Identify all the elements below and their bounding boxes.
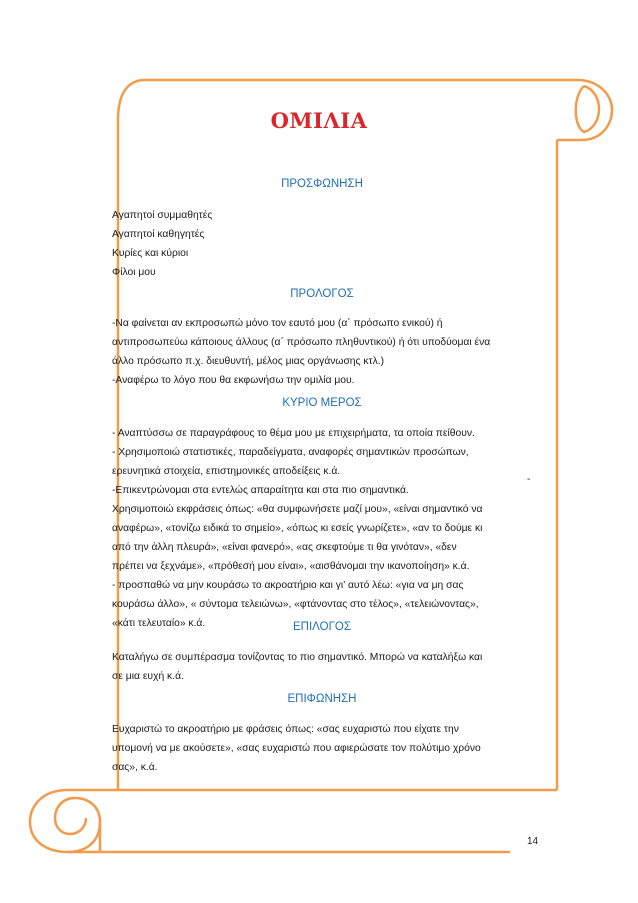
section-heading-epifonisi: ΕΠΙΦΩΝΗΣΗ — [287, 693, 357, 705]
section-heading-kyrio-meros: ΚΥΡΙΟ ΜΕΡΟΣ — [282, 397, 362, 409]
section-heading-prosfonisi: ΠΡΟΣΦΩΝΗΣΗ — [281, 178, 363, 190]
text-line: -Επικεντρώνομαι στα εντελώς απαραίτητα και στα πιο σημαντικά. — [112, 485, 409, 496]
section-heading-prologos: ΠΡΟΛΟΓΟΣ — [290, 288, 354, 300]
text-line: Κυρίες και κύριοι — [112, 248, 189, 259]
text-line: -Αναφέρω το λόγο που θα εκφωνήσω την ομιλία μου. — [112, 375, 355, 386]
text-line: αντιπροσωπεύω κάποιους άλλους (α΄ πρόσωπο πληθυντικού) ή ότι υποδύομαι ένα — [112, 337, 491, 348]
text-line: σας», κ.ά. — [112, 762, 158, 773]
section-body-prosfonisi — [112, 206, 532, 282]
section-body-epilogos — [112, 648, 532, 686]
text-line: άλλο πρόσωπο π.χ. διευθυντή, μέλος μιας οργάνωσης κτλ.) — [112, 356, 385, 367]
section-body-prologos — [112, 314, 532, 390]
page-number: 14 — [527, 836, 539, 847]
stray-dash-mark: - — [527, 474, 531, 485]
section-body-epifonisi — [112, 720, 532, 777]
text-line: - προσπαθώ να μην κουράσω το ακροατήριο και γι’ αυτό λέω: «για να μη σας — [112, 580, 464, 591]
text-line: Ευχαριστώ το ακροατήριο με φράσεις όπως: «σας ευχαριστώ που είχατε την — [112, 724, 459, 735]
text-line: -Να φαίνεται αν εκπροσωπώ μόνο τον εαυτό μου (α΄ πρόσωπο ενικού) ή — [112, 318, 443, 329]
section-heading-epilogos: ΕΠΙΛΟΓΟΣ — [293, 621, 351, 633]
text-line: αναφέρω», «τονίζω ειδικά το σημείο», «όπως κι εσείς γνωρίζετε», «αν το δούμε κι — [112, 523, 483, 534]
text-line: - Χρησιμοποιώ στατιστικές, παραδείγματα, αναφορές σημαντικών προσώπων, — [112, 447, 469, 458]
text-line: υπομονή να με ακούσετε», «σας ευχαριστώ που αφιερώσατε τον πολύτιμο χρόνο — [112, 743, 481, 754]
text-line: Καταλήγω σε συμπέρασμα τονίζοντας το πιο σημαντικό. Μπορώ να καταλήξω και — [112, 652, 483, 663]
document-title: ΟΜΙΛΙΑ — [270, 108, 368, 133]
text-line: σε μια ευχή κ.ά. — [112, 671, 184, 682]
section-body-kyrio-meros — [112, 424, 532, 633]
text-line: Φίλοι μου — [112, 267, 156, 278]
text-line: Αγαπητοί συμμαθητές — [112, 210, 213, 221]
text-line: ερευνητικά στοιχεία, επιστημονικές αποδείξεις κ.ά. — [112, 466, 341, 477]
text-line: κουράσω άλλο», « σύντομα τελειώνω», «φτάνοντας στο τέλος», «τελειώνοντας», — [112, 599, 479, 610]
text-line: πρέπει να ξεχνάμε», «πρόθεσή μου είναι», «αισθάνομαι την ικανοποίηση» κ.ά. — [112, 561, 470, 572]
text-line: από την άλλη πλευρά», «είναι φανερό», «ας σκεφτούμε τι θα γινόταν», «δεν — [112, 542, 457, 553]
text-line: - Αναπτύσσω σε παραγράφους το θέμα μου με επιχειρήματα, τα οποία πείθουν. — [112, 428, 475, 439]
text-line: «κάτι τελευταίο» κ.ά. — [112, 618, 206, 629]
text-line: Αγαπητοί καθηγητές — [112, 229, 205, 240]
text-line: Χρησιμοποιώ εκφράσεις όπως: «θα συμφωνήσετε μαζί μου», «είναι σημαντικό να — [112, 504, 483, 515]
